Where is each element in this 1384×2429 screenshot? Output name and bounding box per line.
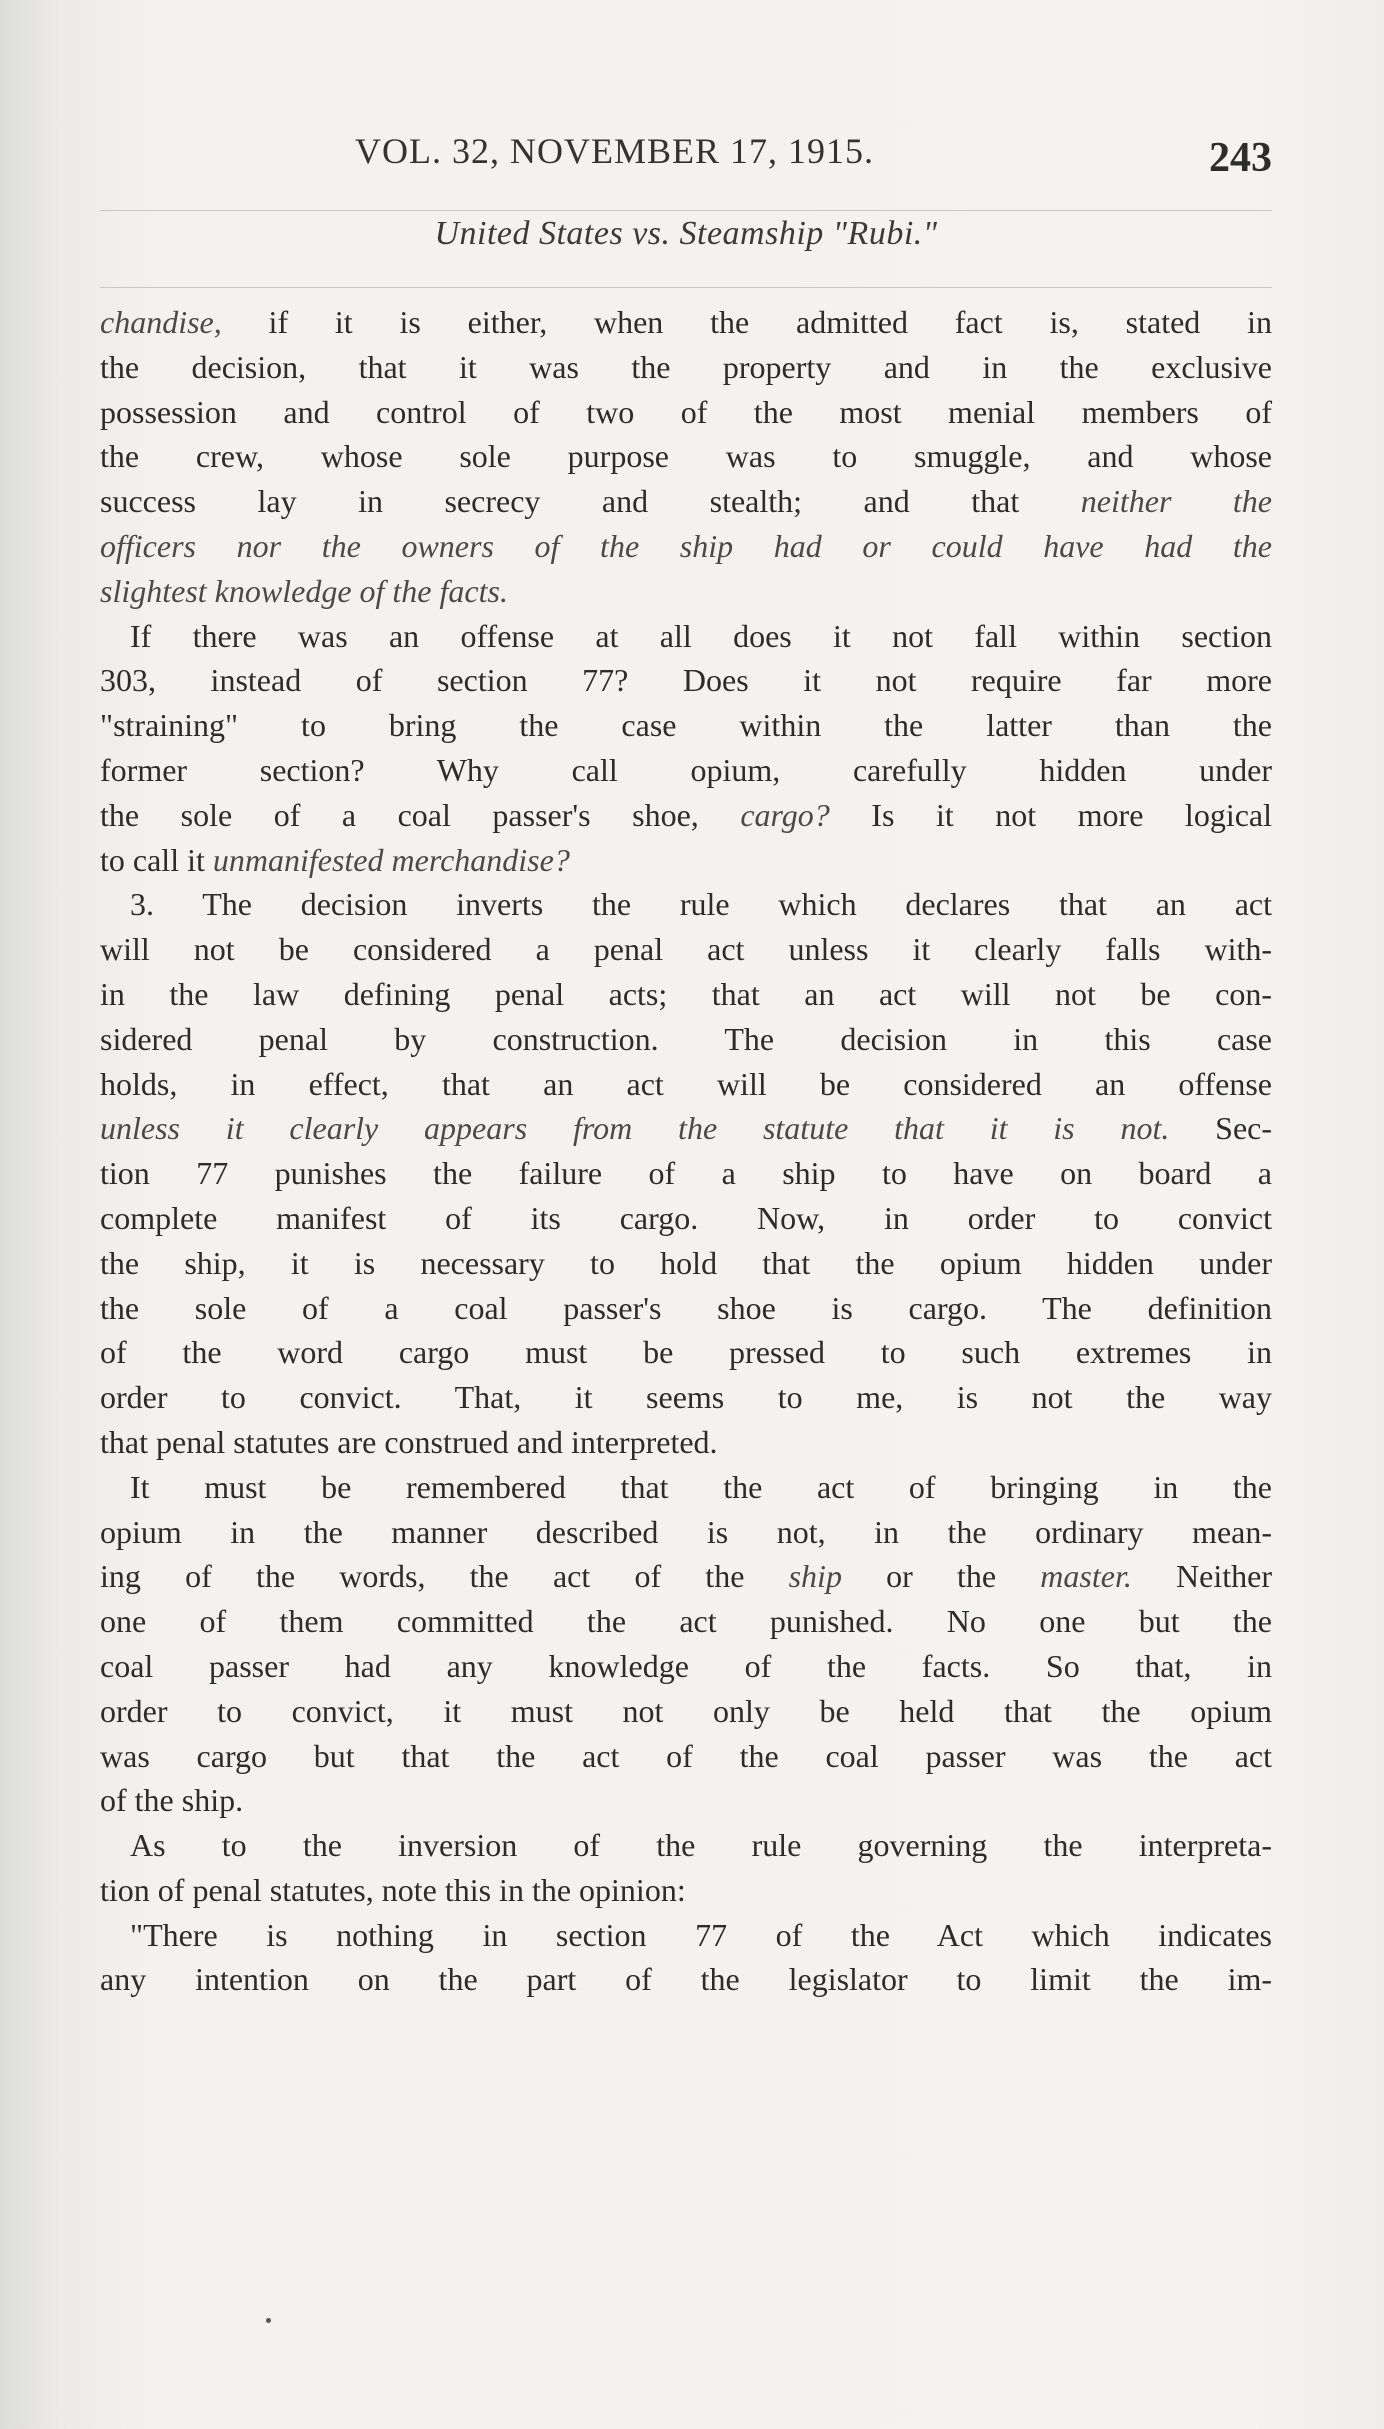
text-line: As to the inversion of the rule governing the interpreta- bbox=[130, 1827, 1272, 1864]
text-line: tion of penal statutes, note this in the opinion: bbox=[100, 1871, 686, 1908]
case-title: United States vs. Steamship "Rubi." bbox=[434, 215, 938, 252]
page-number: 243 bbox=[1209, 135, 1272, 181]
text-line: slightest knowledge of the facts. bbox=[100, 572, 508, 609]
text-line: 3. The decision inverts the rule which declares that an act bbox=[130, 886, 1272, 923]
italic-text: unless it clearly appears from the statute that it is not. bbox=[100, 1110, 1170, 1147]
italic-text: cargo? bbox=[740, 796, 830, 833]
header-rule-top bbox=[100, 210, 1272, 211]
text-line bbox=[100, 1106, 1272, 1151]
text-line: holds, in effect, that an act will be considered an offense bbox=[100, 1065, 1272, 1102]
italic-text: ship bbox=[788, 1558, 842, 1595]
italic-text: neither the bbox=[1080, 483, 1273, 520]
text-line bbox=[100, 793, 1272, 838]
text-line: will not be considered a penal act unless it clearly falls with- bbox=[100, 931, 1272, 968]
text-line: of the ship. bbox=[100, 1782, 244, 1819]
text-line: any intention on the part of the legislator to limit the im- bbox=[100, 1961, 1272, 1998]
text-span: to call it bbox=[100, 841, 213, 878]
text-line bbox=[100, 1554, 1272, 1599]
text-span: Sec- bbox=[1169, 1110, 1273, 1147]
text-line: order to convict, it must not only be held that the opium bbox=[100, 1692, 1272, 1729]
text-line: "There is nothing in section 77 of the Act which indicates bbox=[130, 1916, 1272, 1953]
text-line: in the law defining penal acts; that an act will not be con- bbox=[100, 975, 1272, 1012]
text-line: officers nor the owners of the ship had or could have had the bbox=[100, 527, 1272, 564]
text-line: tion 77 punishes the failure of a ship to have on board a bbox=[100, 1155, 1272, 1192]
text-line: the sole of a coal passer's shoe is cargo. The definition bbox=[100, 1289, 1272, 1326]
page-header bbox=[100, 130, 1272, 190]
text-line: If there was an offense at all does it not fall within section bbox=[130, 617, 1272, 654]
text-line: order to convict. That, it seems to me, is not the way bbox=[100, 1379, 1272, 1416]
text-line: the decision, that it was the property and in the exclusive bbox=[100, 348, 1272, 385]
text-line: sidered penal by construction. The decision in this case bbox=[100, 1020, 1272, 1057]
text-line: "straining" to bring the case within the latter than the bbox=[100, 707, 1272, 744]
text-line: coal passer had any knowledge of the facts. So that, in bbox=[100, 1647, 1272, 1684]
italic-text: master. bbox=[1040, 1558, 1132, 1595]
text-line: complete manifest of its cargo. Now, in order to convict bbox=[100, 1199, 1272, 1236]
text-line: It must be remembered that the act of bringing in the bbox=[130, 1468, 1272, 1505]
text-span: success lay in secrecy and stealth; and that bbox=[100, 483, 1081, 520]
italic-text: unmanifested merchandise? bbox=[212, 841, 570, 878]
print-speck bbox=[266, 2318, 271, 2323]
text-line: possession and control of two of the most menial members of bbox=[100, 393, 1272, 430]
text-span: the sole of a coal passer's shoe, bbox=[100, 796, 741, 833]
text-line bbox=[100, 479, 1272, 524]
header-rule-bottom bbox=[100, 287, 1272, 288]
text-line: opium in the manner described is not, in the ordinary mean- bbox=[100, 1513, 1272, 1550]
text-line: former section? Why call opium, carefully hidden under bbox=[100, 751, 1272, 788]
text-line: of the word cargo must be pressed to such extremes in bbox=[100, 1334, 1272, 1371]
text-span: Is it not more logical bbox=[829, 796, 1273, 833]
italic-text: chandise, bbox=[100, 304, 222, 340]
text-line bbox=[100, 838, 1272, 883]
body-text bbox=[100, 300, 1272, 2002]
text-span: ing of the words, the act of the bbox=[100, 1558, 789, 1595]
text-line: that penal statutes are construed and interpreted. bbox=[100, 1423, 718, 1460]
text-line: was cargo but that the act of the coal passer was the act bbox=[100, 1737, 1272, 1774]
text-span: Neither bbox=[1131, 1558, 1273, 1595]
text-line: the ship, it is necessary to hold that the opium hidden under bbox=[100, 1244, 1272, 1281]
text-line: one of them committed the act punished. No one but the bbox=[100, 1603, 1272, 1640]
text-span: or the bbox=[841, 1558, 1041, 1595]
text-line: 303, instead of section 77? Does it not require far more bbox=[100, 662, 1272, 699]
text-span: if it is either, when the admitted fact is, stated in bbox=[221, 304, 1272, 340]
text-line: the crew, whose sole purpose was to smuggle, and whose bbox=[100, 438, 1272, 475]
text-line bbox=[100, 300, 1272, 345]
running-head: VOL. 32, NOVEMBER 17, 1915. bbox=[355, 131, 874, 171]
